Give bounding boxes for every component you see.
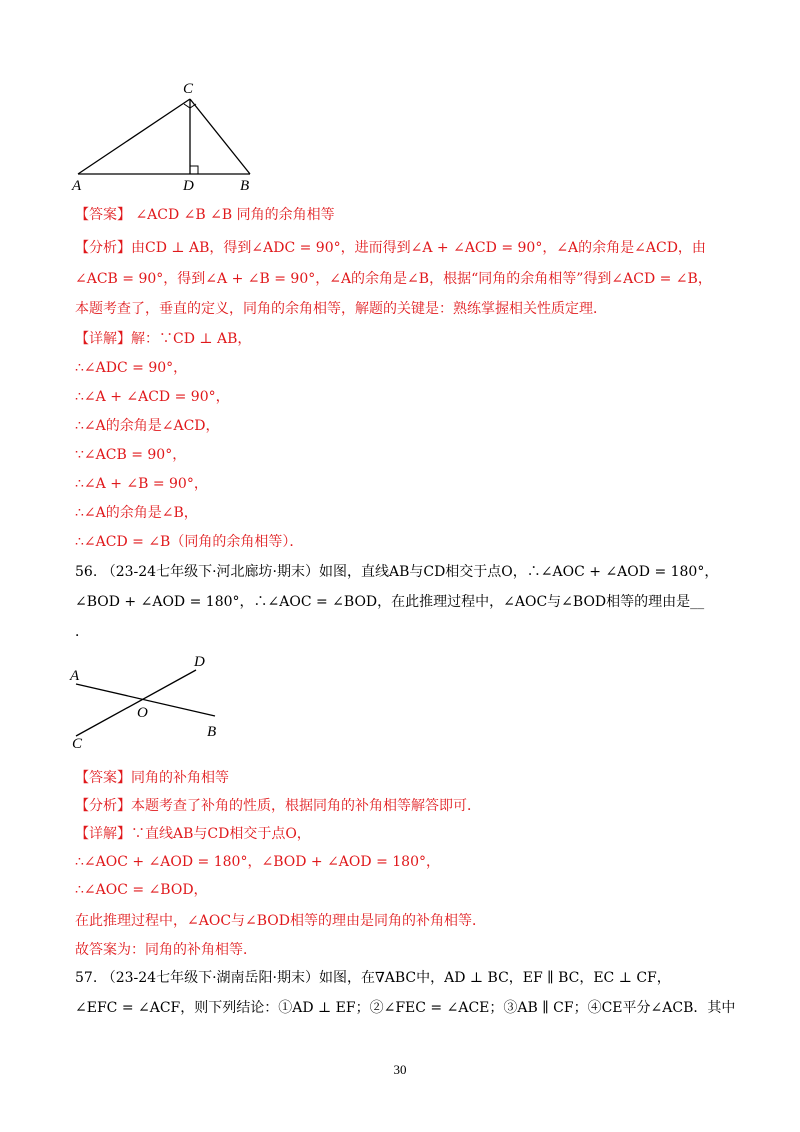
q55-analysis-line-3: 本题考查了，垂直的定义，同角的余角相等，解题的关键是：熟练掌握相关性质定理． <box>75 301 607 317</box>
q56-stem-line-3: ． <box>75 624 89 640</box>
label-B: B <box>240 178 250 194</box>
label-C: C <box>183 81 194 97</box>
q56-detail-line-4: 在此推理过程中，∠AOC与∠BOD相等的理由是同角的补角相等． <box>75 913 487 929</box>
q55-detail-line-6: ∴∠A + ∠B = 90°， <box>75 476 208 492</box>
q55-answer: 【答案】 ∠ACD ∠B ∠B 同角的余角相等 <box>75 207 335 223</box>
q55-analysis-line-2: ∠ACB = 90°，得到∠A + ∠B = 90°，∠A的余角是∠B，根据“同角的余角相等”得到∠ACD = ∠B， <box>75 271 712 287</box>
q55-detail-line-1: 【详解】解：∵CD ⊥ AB， <box>75 331 252 347</box>
q56-detail-line-5: 故答案为：同角的补角相等． <box>75 942 257 958</box>
q57-stem-line-1: 57. （23-24七年级下·湖南岳阳·期末）如图，在∇ABC中，AD ⊥ BC，EF ∥ BC，EC ⊥ CF， <box>75 970 671 986</box>
q56-stem-line-2: ∠BOD + ∠AOD = 180°，∴∠AOC = ∠BOD，在此推理过程中，∠AOC与∠BOD相等的理由是__ <box>75 594 705 610</box>
label-C: C <box>72 736 83 752</box>
right-angle-mark-D <box>190 166 198 174</box>
q55-detail-line-5: ∵∠ACB = 90°， <box>75 447 187 463</box>
label-B: B <box>207 724 217 740</box>
q56-detail-line-1: 【详解】∵直线AB与CD相交于点O， <box>75 826 311 842</box>
q56-detail-line-3: ∴∠AOC = ∠BOD， <box>75 882 208 898</box>
q57-stem-line-2: ∠EFC = ∠ACF，则下列结论：①AD ⊥ EF；②∠FEC = ∠ACE；③AB ∥ CF；④CE平分∠ACB．其中 <box>75 1000 736 1016</box>
triangle-figure <box>60 70 280 195</box>
line-CD <box>76 670 196 736</box>
label-D: D <box>194 654 205 670</box>
page-number: 30 <box>393 1062 407 1077</box>
label-D: D <box>183 178 194 194</box>
q56-detail-line-2: ∴∠AOC + ∠AOD = 180°，∠BOD + ∠AOD = 180°， <box>75 854 440 870</box>
q56-stem-line-1: 56. （23-24七年级下·河北廊坊·期末）如图，直线AB与CD相交于点O，∴∠AOC + ∠AOD = 180°， <box>75 564 719 580</box>
label-A: A <box>72 178 82 194</box>
q55-detail-line-8: ∴∠ACD = ∠B（同角的余角相等）． <box>75 534 304 550</box>
label-O: O <box>137 705 148 721</box>
q55-detail-line-7: ∴∠A的余角是∠B， <box>75 505 198 521</box>
q55-analysis-line-1: 【分析】由CD ⊥ AB，得到∠ADC = 90°，进而得到∠A + ∠ACD = 90°，∠A的余角是∠ACD，由 <box>75 240 706 256</box>
segment-AC <box>78 99 190 174</box>
q55-detail-line-4: ∴∠A的余角是∠ACD， <box>75 418 220 434</box>
q56-analysis: 【分析】本题考查了补角的性质，根据同角的补角相等解答即可． <box>75 798 481 814</box>
intersecting-lines-figure <box>62 648 232 758</box>
q55-detail-line-3: ∴∠A + ∠ACD = 90°， <box>75 389 230 405</box>
q56-answer: 【答案】同角的补角相等 <box>75 770 229 786</box>
q55-detail-line-2: ∴∠ADC = 90°， <box>75 360 188 376</box>
label-A: A <box>70 668 80 684</box>
segment-BC <box>190 99 250 174</box>
